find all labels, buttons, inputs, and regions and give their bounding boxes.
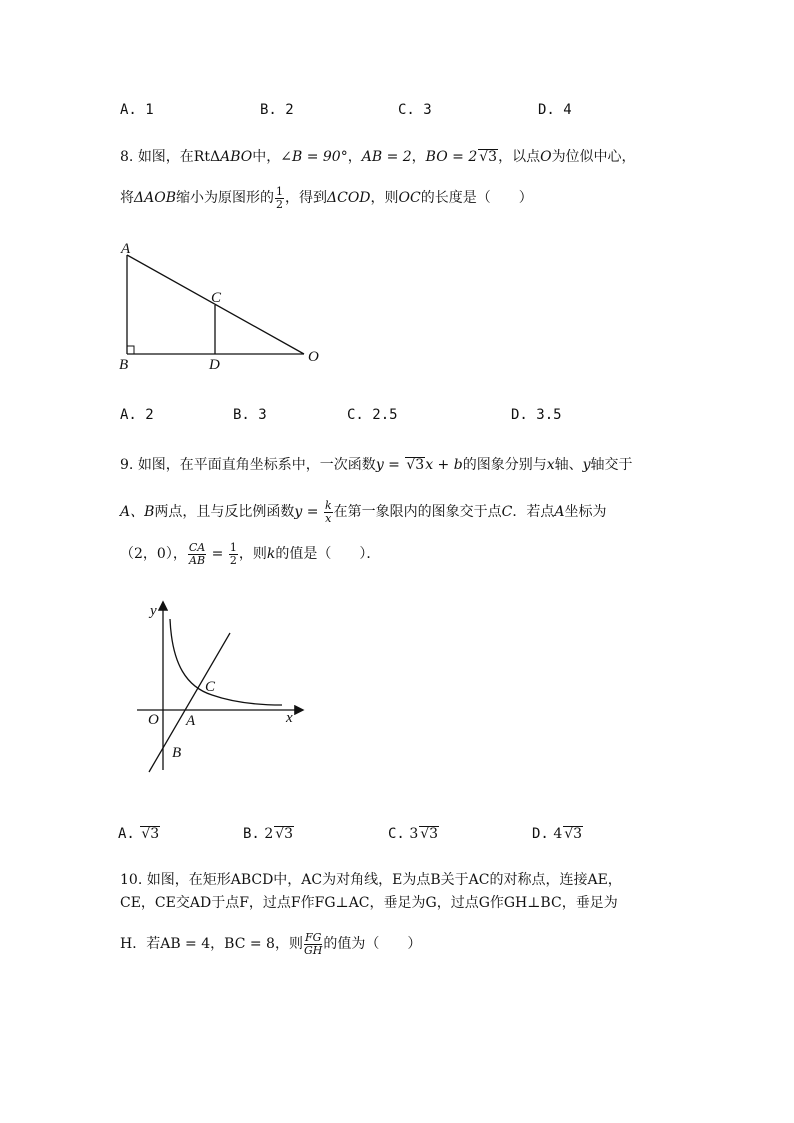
- q9-option-b: B. 2 √3: [243, 826, 294, 842]
- q8-number: 8.: [120, 149, 134, 165]
- q8-option-a: A. 2: [120, 407, 154, 423]
- q9-option-d: D. 4 √3: [532, 826, 583, 842]
- q8-option-b: B. 3: [233, 407, 267, 423]
- q8-line-2: 将ΔAOB缩小为原图形的 $\frac{1}{2}$ ，得到ΔCOD，则OC的长度是（ ）: [120, 185, 533, 211]
- label-o: O: [308, 349, 319, 365]
- q9-option-a: A. √3: [118, 826, 160, 842]
- fraction: $\frac{1}{2}$: [229, 541, 237, 567]
- q7-option-b: B. 2: [260, 102, 294, 118]
- q9-line-1: 9. 如图，在平面直角坐标系中，一次函数y = √3x + b的图象分别与x轴、y轴交于: [120, 457, 633, 473]
- linear-function-line: [149, 633, 230, 772]
- label-x-axis: x: [286, 710, 293, 726]
- label-c: C: [211, 290, 222, 306]
- fraction: $\frac{CA}{AB}$: [188, 541, 206, 567]
- sqrt-symbol: √3: [141, 826, 160, 842]
- sqrt-symbol: √3: [564, 826, 583, 842]
- right-angle-mark: [127, 346, 134, 354]
- fraction: $\frac{FG}{GH}$: [303, 931, 323, 957]
- q8-option-c: C. 2.5: [347, 407, 398, 423]
- fraction: $\frac{1}{2}$: [276, 185, 283, 211]
- q8-line-1: 8. 如图，在RtΔABO中，∠B = 90°，AB = 2，BO = 2 √3，以点O为位似中心，: [120, 149, 636, 165]
- q9-option-c: C. 3 √3: [388, 826, 439, 842]
- q10-line-1: 10. 如图，在矩形ABCD中，AC为对角线，E为点B关于AC的对称点，连接AE，: [120, 872, 622, 888]
- q7-option-d: D. 4: [538, 102, 572, 118]
- q7-option-c: C. 3: [398, 102, 432, 118]
- q8-triangle-figure: [110, 238, 340, 378]
- q9-line-2: A、B两点，且与反比例函数y = $\frac{k}{x}$ 在第一象限内的图象交于点C．若点A坐标为: [120, 499, 607, 525]
- label-b: B: [172, 745, 182, 761]
- label-a: A: [186, 713, 196, 729]
- sqrt-symbol: √3: [406, 457, 425, 473]
- q9-coordinate-figure: [132, 595, 317, 780]
- q9-line-3: （2，0）， $\frac{CA}{AB}$ = $\frac{1}{2}$ ，则k的值是（ ）．: [120, 541, 381, 567]
- label-origin: O: [148, 712, 159, 728]
- sqrt-symbol: √3: [420, 826, 439, 842]
- label-d: D: [209, 357, 220, 373]
- q10-line-3: H．若AB = 4，BC = 8，则 $\frac{FG}{GH}$ 的值为（ ）: [120, 931, 422, 957]
- q7-option-a: A. 1: [120, 102, 154, 118]
- hyperbola-curve: [170, 619, 282, 705]
- label-a: A: [121, 241, 131, 257]
- q8-option-d: D. 3.5: [511, 407, 562, 423]
- label-y-axis: y: [150, 603, 157, 619]
- label-c: C: [205, 679, 216, 695]
- q10-line-2: CE，CE交AD于点F，过点F作FG⊥AC，垂足为G，过点G作GH⊥BC，垂足为: [120, 895, 618, 911]
- label-b: B: [119, 357, 129, 373]
- sqrt-symbol: √3: [275, 826, 294, 842]
- sqrt-symbol: √3: [479, 149, 498, 165]
- fraction: $\frac{k}{x}$: [324, 499, 332, 525]
